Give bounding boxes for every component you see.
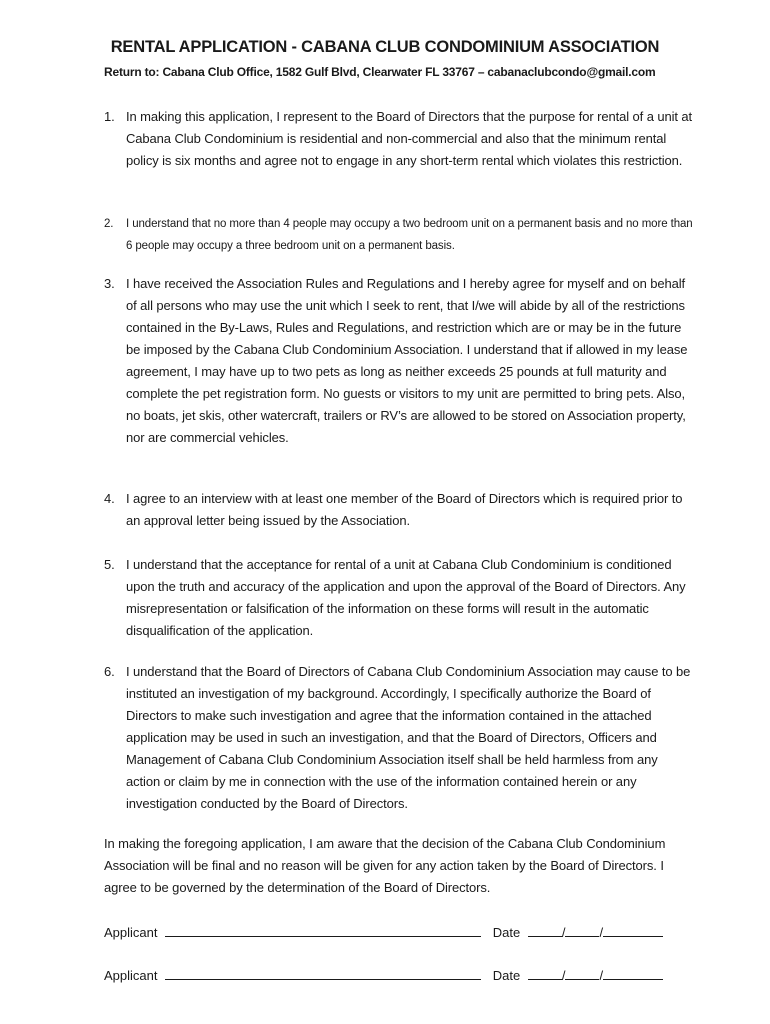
term-number: 3. — [104, 276, 115, 291]
date-label: Date — [492, 968, 521, 983]
term-number: 4. — [104, 491, 115, 506]
applicant-label: Applicant — [104, 968, 158, 983]
term-number: 6. — [104, 664, 115, 679]
term-item-5 — [104, 554, 694, 642]
date-month-field[interactable] — [528, 922, 562, 937]
date-label: Date — [492, 925, 521, 940]
term-number: 5. — [104, 557, 115, 572]
term-text: I agree to an interview with at least one member of the Board of Directors which is required prior to an approval letter being issued by the Association. — [126, 491, 683, 528]
applicant-signature-field[interactable] — [165, 922, 481, 937]
date-day-field[interactable] — [565, 922, 599, 937]
term-number: 2. — [104, 218, 114, 230]
date-month-field[interactable] — [528, 965, 562, 980]
term-number: 1. — [104, 109, 115, 124]
term-item-1 — [104, 106, 694, 172]
date-separator: / — [599, 925, 604, 940]
term-text: I understand that the acceptance for rental of a unit at Cabana Club Condominium is conditioned upon the truth and accuracy of the application and upon the approval of the Board of Directors. Any misrepresentation or falsification of the information on these forms will result in the automatic disqualification of the application. — [126, 557, 686, 638]
term-text: I understand that the Board of Directors of Cabana Club Condominium Association may cause to be instituted an investigation of my background. Accordingly, I specifically authorize the Board of Directors to make such investigation and agree that the information contained in the attached application may be used in such an investigation, and that the Board of Directors, Officers and Management of Cabana Club Condominium Association itself shall be held harmless from any action or claim by me in connection with the use of the information contained herein or any investigation conducted by the Board of Directors. — [126, 664, 691, 811]
term-text: I understand that no more than 4 people may occupy a two bedroom unit on a permanent basis and no more than 6 people may occupy a three bedroom unit on a permanent basis. — [126, 218, 693, 252]
term-item-3 — [104, 273, 694, 449]
date-year-field[interactable] — [603, 922, 663, 937]
date-separator: / — [561, 968, 566, 983]
date-separator: / — [561, 925, 566, 940]
applicant-signature-field[interactable] — [165, 965, 481, 980]
applicant-signature-row-2 — [104, 965, 663, 986]
term-text: In making this application, I represent to the Board of Directors that the purpose for rental of a unit at Cabana Club Condominium is residential and non-commercial and also that the minimum rental policy is six months and agree not to engage in any short-term rental which violates this restriction. — [126, 109, 693, 168]
term-item-6 — [104, 661, 694, 815]
applicant-signature-row-1 — [104, 922, 663, 943]
date-separator: / — [599, 968, 604, 983]
term-item-4 — [104, 488, 694, 532]
return-address: Return to: Cabana Club Office, 1582 Gulf Blvd, Clearwater FL 33767 – cabanaclubcondo@gmail.com — [104, 65, 656, 79]
applicant-label: Applicant — [104, 925, 158, 940]
term-text: I have received the Association Rules and Regulations and I hereby agree for myself and on behalf of all persons who may use the unit which I seek to rent, that I/we will abide by all of the restrictions contained in the By-Laws, Rules and Regulations, and restriction which are or may be in the future be imposed by the Cabana Club Condominium Association. I understand that if allowed in my lease agreement, I may have up to two pets as long as neither exceeds 25 pounds at full maturity and complete the pet registration form. No guests or visitors to my unit are permitted to bring pets. Also, no boats, jet skis, other watercraft, trailers or RV’s are allowed to be stored on Association property, nor are commercial vehicles. — [126, 276, 688, 445]
closing-statement: In making the foregoing application, I am aware that the decision of the Cabana Club Condominium Association will be final and no reason will be given for any action taken by the Board of Directors. I agree to be governed by the determination of the Board of Directors. — [104, 836, 666, 895]
term-item-2 — [104, 213, 694, 257]
date-day-field[interactable] — [565, 965, 599, 980]
date-year-field[interactable] — [603, 965, 663, 980]
document-title: RENTAL APPLICATION - CABANA CLUB CONDOMINIUM ASSOCIATION — [110, 38, 660, 56]
